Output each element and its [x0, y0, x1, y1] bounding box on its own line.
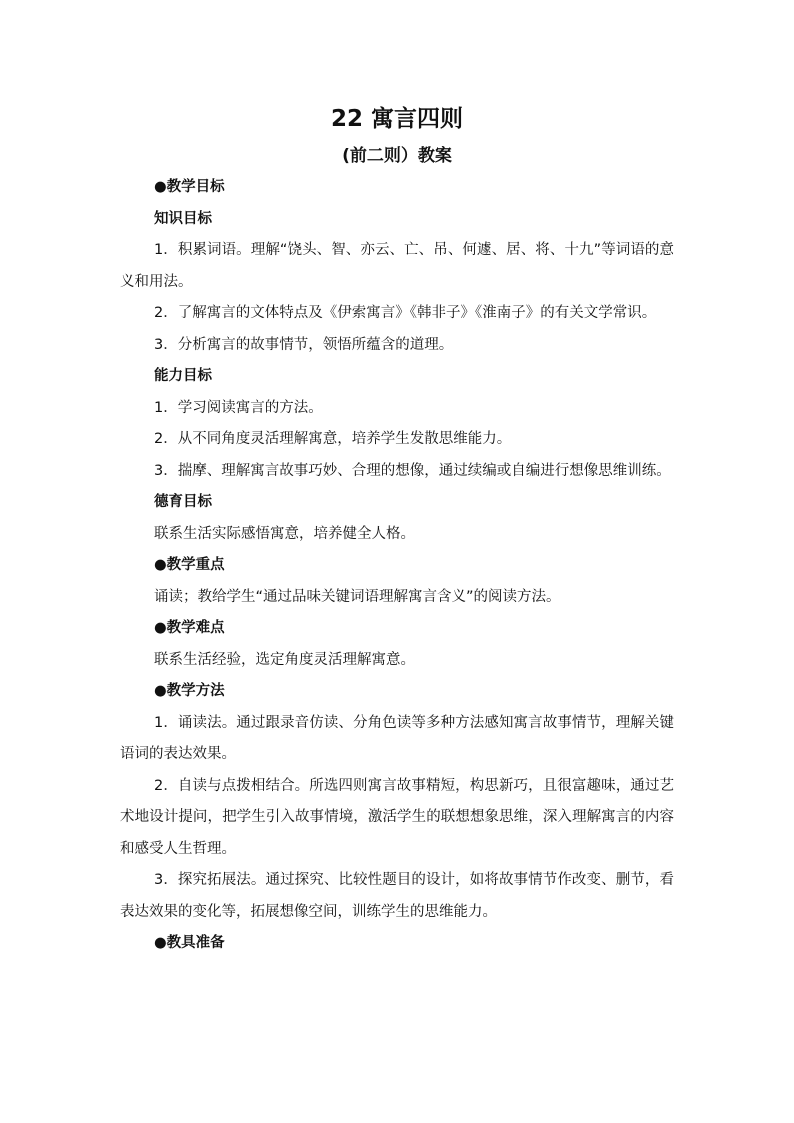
section-heading-methods: ●教学方法 — [154, 683, 225, 699]
subheading-ability: 能力目标 — [154, 368, 212, 384]
difficulties-text: 联系生活经验，选定角度灵活理解寓意。 — [154, 651, 415, 668]
knowledge-item: 1．积累词语。理解“饶头、智、亦云、亡、吊、何遽、居、将、十九”等词语的意义和用法。 — [120, 242, 674, 290]
subheading-knowledge: 知识目标 — [154, 210, 212, 227]
moral-text: 联系生活实际感悟寓意，培养健全人格。 — [154, 525, 415, 542]
ability-item: 2．从不同角度灵活理解寓意，培养学生发散思维能力。 — [154, 431, 512, 447]
subheading-moral: 德育目标 — [154, 494, 212, 510]
document-page — [120, 96, 674, 960]
knowledge-item: 2．了解寓言的文体特点及《伊索寓言》《韩非子》《淮南子》的有关文学常识。 — [154, 305, 657, 321]
key-points-text: 诵读；教给学生“通过品味关键词语理解寓言含义”的阅读方法。 — [154, 588, 561, 605]
document-subtitle: (前二则）教案 — [342, 146, 452, 166]
document-title: 22 寓言四则 — [330, 106, 463, 132]
method-item: 3．探究拓展法。通过探究、比较性题目的设计，如将故事情节作改变、删节，看表达效果的变化等，拓展想像空间，训练学生的思维能力。 — [120, 872, 674, 920]
section-heading-teaching-aids: ●教具准备 — [154, 935, 225, 951]
ability-item: 1．学习阅读寓言的方法。 — [154, 399, 323, 416]
ability-item: 3．揣摩、理解寓言故事巧妙、合理的想像，通过续编或自编进行想像思维训练。 — [154, 462, 671, 479]
method-item: 1．诵读法。通过跟录音仿读、分角色读等多种方法感知寓言故事情节，理解关键语词的表达效果。 — [120, 714, 674, 762]
section-heading-key-points: ●教学重点 — [154, 557, 225, 573]
section-heading-difficulties: ●教学难点 — [154, 620, 225, 636]
method-item: 2．自读与点拨相结合。所选四则寓言故事精短，构思新巧，且很富趣味，通过艺术地设计提问，把学生引入故事情境，激活学生的联想想象思维，深入理解寓言的内容和感受人生哲理。 — [120, 777, 674, 857]
section-heading-goals: ●教学目标 — [154, 179, 225, 195]
knowledge-item: 3．分析寓言的故事情节，领悟所蕴含的道理。 — [154, 336, 454, 353]
